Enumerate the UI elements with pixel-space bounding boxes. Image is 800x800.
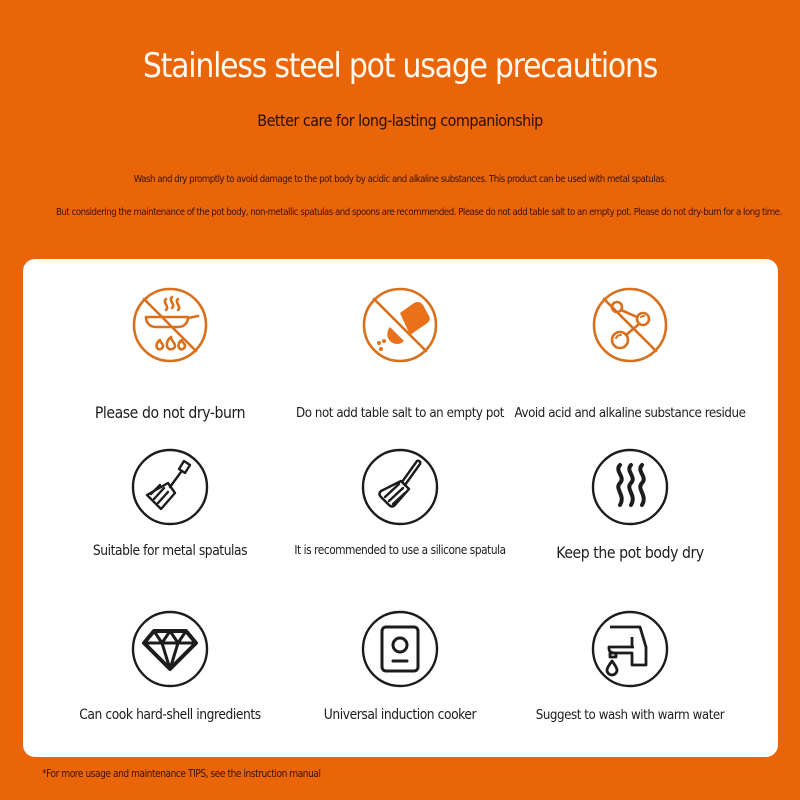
no-dry-burn-icon: [130, 285, 210, 365]
no-salt-icon: [360, 285, 440, 365]
precaution-label: Universal induction cooker: [323, 707, 477, 723]
steam-icon: [590, 447, 670, 527]
precaution-label: Keep the pot body dry: [556, 543, 704, 562]
footnote: *For more usage and maintenance TIPS, see the instruction manual: [42, 768, 321, 780]
diamond-icon: [130, 609, 210, 689]
precaution-label: Please do not dry-burn: [94, 403, 246, 422]
precaution-label: Can cook hard-shell ingredients: [79, 707, 261, 723]
precautions-card: [23, 259, 778, 757]
page-subtitle: Better care for long-lasting companionship: [257, 111, 543, 130]
precaution-label: Suggest to wash with warm water: [535, 707, 725, 723]
precaution-label: Do not add table salt to an empty pot: [295, 405, 504, 421]
induction-cooker-icon: [360, 609, 440, 689]
precaution-label: Avoid acid and alkaline substance residue: [514, 405, 746, 421]
no-chemical-icon: [590, 285, 670, 365]
precaution-label: Suitable for metal spatulas: [92, 543, 248, 559]
silicone-spatula-icon: [360, 447, 440, 527]
page-title: Stainless steel pot usage precautions: [142, 46, 658, 86]
metal-spatula-icon: [130, 447, 210, 527]
description-line-1: Wash and dry promptly to avoid damage to the pot body by acidic and alkaline substances. This product can be used with metal spatulas.: [133, 174, 667, 185]
faucet-icon: [590, 609, 670, 689]
description-line-2: But considering the maintenance of the pot body, non-metallic spatulas and spoons are recommended. Please do not add table salt to an empty pot. Please do not dry-burn for a long time.: [56, 207, 782, 218]
precaution-label: It is recommended to use a silicone spatula: [294, 543, 506, 557]
